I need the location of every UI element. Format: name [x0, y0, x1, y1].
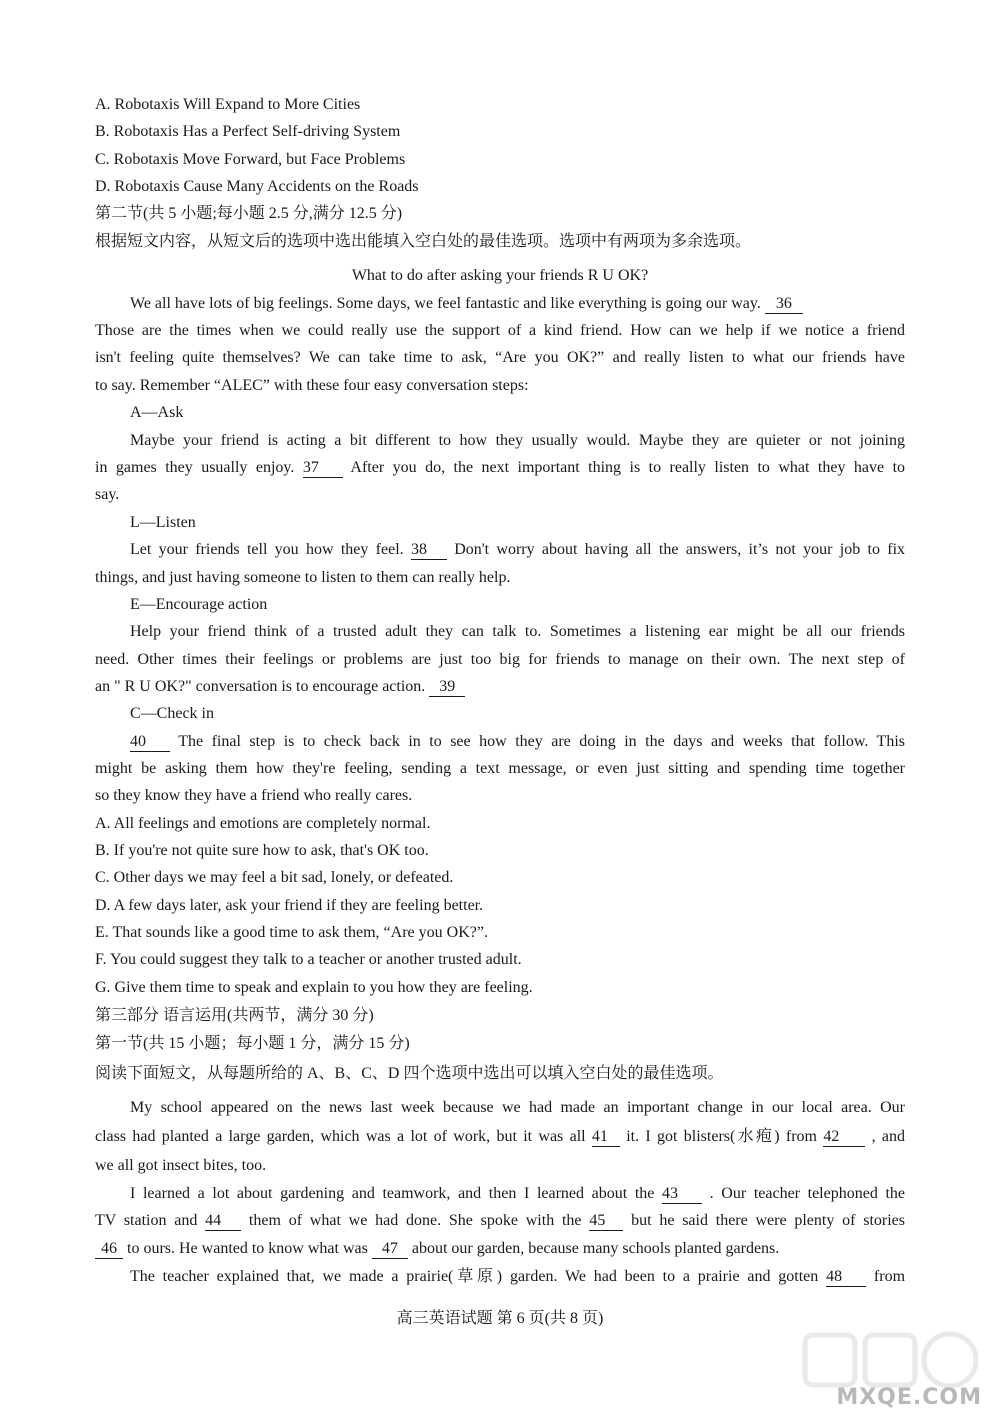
passage-line: might be asking them how they're feeling, sending a text message, or even just sitting and spending time together [95, 760, 905, 777]
part-3-header: 第三部分 语言运用(共两节，满分 30 分) [95, 1007, 374, 1024]
blank-36: 36 [765, 295, 803, 314]
step-heading-listen: L—Listen [130, 514, 196, 531]
section-2-header: 第二节(共 5 小题;每小题 2.5 分,满分 12.5 分) [95, 205, 403, 222]
blank-44: 44 [205, 1212, 241, 1231]
blank-39: 39 [429, 678, 465, 697]
choice-c: C. Other days we may feel a bit sad, lonely, or defeated. [95, 869, 454, 886]
option-c: C. Robotaxis Move Forward, but Face Problems [95, 151, 406, 168]
page-footer: 高三英语试题 第 6 页(共 8 页) [396, 1310, 604, 1327]
section-2-instruction: 根据短文内容，从短文后的选项中选出能填入空白处的最佳选项。选项中有两项为多余选项。 [95, 233, 752, 250]
passage-line: TV station and 44 them of what we had done. She spoke with the 45 but he said there were plenty of stories [95, 1212, 906, 1229]
passage-line: Those are the times when we could really use the support of a kind friend. How can we help if we notice a friend [95, 322, 905, 339]
passage-line: to say. Remember “ALEC” with these four easy conversation steps: [95, 377, 529, 394]
passage-line: We all have lots of big feelings. Some days, we feel fantastic and like everything is going our way. 36 [130, 292, 803, 316]
passage-line: My school appeared on the news last week because we had made an important change in our local area. Our [130, 1099, 905, 1116]
option-b: B. Robotaxis Has a Perfect Self-driving System [95, 123, 401, 140]
passage-line: Maybe your friend is acting a bit different to how they usually would. Maybe they are quieter or not joining [130, 432, 905, 449]
blank-41: 41 [592, 1128, 620, 1147]
watermark-text: MXQE.COM [836, 1385, 982, 1410]
step-heading-check: C—Check in [130, 705, 214, 722]
passage-line: things, and just having someone to listen to them can really help. [95, 569, 511, 586]
passage-line: need. Other times their feelings or problems are just too big for friends to manage on their own. The next step of [95, 651, 905, 668]
passage-line: say. [95, 486, 120, 503]
passage-line: so they know they have a friend who really cares. [95, 787, 413, 804]
passage-line: The teacher explained that, we made a prairie(草原) garden. We had been to a prairie and gotten 48 from [130, 1268, 906, 1285]
step-heading-ask: A—Ask [130, 404, 184, 421]
blank-40: 40 [130, 733, 170, 752]
blank-47: 47 [372, 1240, 408, 1259]
choice-b: B. If you're not quite sure how to ask, that's OK too. [95, 842, 429, 859]
choice-f: F. You could suggest they talk to a teacher or another trusted adult. [95, 951, 522, 968]
choice-e: E. That sounds like a good time to ask them, “Are you OK?”. [95, 924, 488, 941]
passage-line: in games they usually enjoy. 37 After you do, the next important thing is to really listen to what they have to [95, 459, 906, 476]
passage-line: an " R U OK?" conversation is to encourage action. 39 [95, 675, 465, 699]
blank-38: 38 [411, 541, 447, 560]
blank-45: 45 [589, 1212, 623, 1231]
choice-d: D. A few days later, ask your friend if they are feeling better. [95, 897, 484, 914]
part-3-instruction: 阅读下面短文，从每题所给的 A、B、C、D 四个选项中选出可以填入空白处的最佳选项。 [95, 1065, 724, 1082]
step-heading-encourage: E—Encourage action [130, 596, 268, 613]
passage-line: I learned a lot about gardening and teamwork, and then I learned about the 43 . Our teacher telephoned the [130, 1185, 906, 1202]
passage-line: class had planted a large garden, which was a lot of work, but it was all 41 it. I got blisters(水疱) from 42 , and [95, 1128, 906, 1145]
passage-line: we all got insect bites, too. [95, 1157, 267, 1174]
choice-a: A. All feelings and emotions are completely normal. [95, 815, 431, 832]
option-a: A. Robotaxis Will Expand to More Cities [95, 96, 361, 113]
passage-line: Let your friends tell you how they feel. 38 Don't worry about having all the answers, it’s not your job to fix [130, 541, 906, 558]
passage-line: isn't feeling quite themselves? We can take time to ask, “Are you OK?” and really listen to what our friends have [95, 349, 905, 366]
blank-48: 48 [826, 1268, 866, 1287]
passage-line: Help your friend think of a trusted adult they can talk to. Sometimes a listening ear might be all our friends [130, 623, 905, 640]
blank-37: 37 [303, 459, 343, 478]
blank-46: 46 [95, 1240, 123, 1259]
passage-line: 46 to ours. He wanted to know what was 47 about our garden, because many schools planted gardens. [95, 1237, 779, 1261]
part-3-section-1: 第一节(共 15 小题；每小题 1 分，满分 15 分) [95, 1035, 410, 1052]
blank-42: 42 [823, 1128, 865, 1147]
passage-line: 40 The final step is to check back in to see how they are doing in the days and weeks that follow. This [130, 733, 905, 750]
choice-g: G. Give them time to speak and explain to you how they are feeling. [95, 979, 533, 996]
blank-43: 43 [662, 1185, 702, 1204]
passage-title: What to do after asking your friends R U OK? [351, 267, 649, 284]
option-d: D. Robotaxis Cause Many Accidents on the Roads [95, 178, 419, 195]
